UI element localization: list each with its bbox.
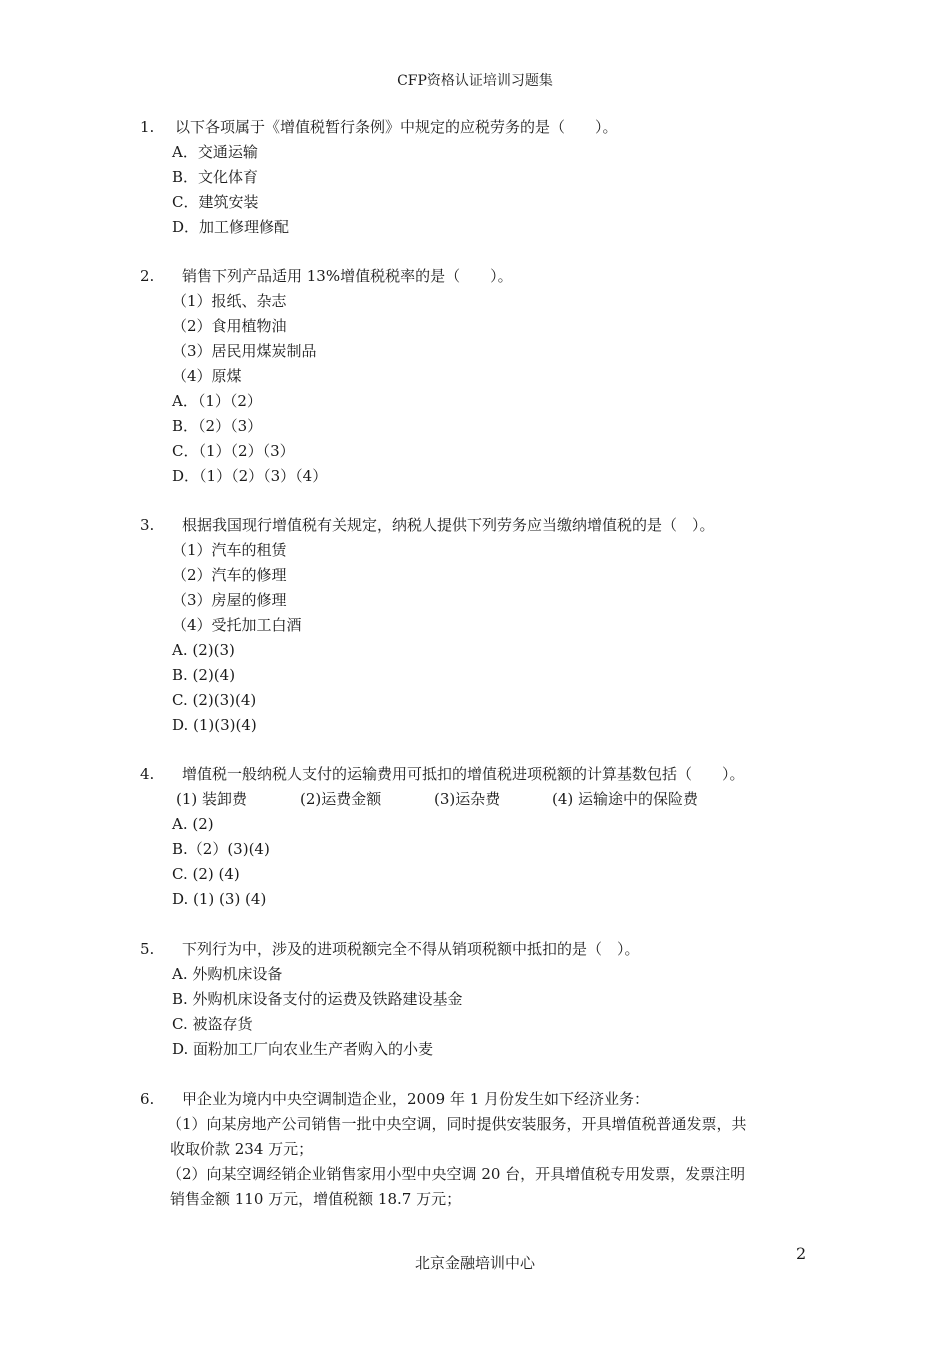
list-item: （1）报纸、杂志 xyxy=(172,292,287,310)
list-item: （2）食用植物油 xyxy=(172,317,287,335)
question-4 xyxy=(140,762,820,912)
question-number: 2. xyxy=(140,267,155,285)
option-a: A．交通运输 xyxy=(172,143,258,161)
option-c: C. (2) (4) xyxy=(172,865,240,883)
list-item: (1) 装卸费 xyxy=(176,790,248,808)
list-item: （3）居民用煤炭制品 xyxy=(172,342,317,360)
question-text: 下列行为中，涉及的进项税额完全不得从销项税额中抵扣的是（ ）。 xyxy=(182,940,640,958)
option-a: A．（1）（2） xyxy=(172,392,262,410)
option-c: C. (2)(3)(4) xyxy=(172,691,257,709)
question-text: 根据我国现行增值税有关规定，纳税人提供下列劳务应当缴纳增值税的是（ ）。 xyxy=(182,516,715,534)
list-item: (2)运费金额 xyxy=(300,790,382,808)
question-3 xyxy=(140,513,820,738)
question-number: 1. xyxy=(140,118,155,136)
option-c: C．（1）（2）（3） xyxy=(172,442,295,460)
option-b: B. 外购机床设备支付的运费及铁路建设基金 xyxy=(172,990,463,1008)
question-text: 销售下列产品适用 13%增值税税率的是（ ）。 xyxy=(182,267,513,285)
question-text: 增值税一般纳税人支付的运输费用可抵扣的增值税进项税额的计算基数包括（ ）。 xyxy=(182,765,745,783)
question-6 xyxy=(140,1087,820,1212)
inline-items xyxy=(140,787,820,812)
option-c: C. 被盗存货 xyxy=(172,1015,253,1033)
option-c: C．建筑安装 xyxy=(172,193,259,211)
option-a: A. (2)(3) xyxy=(172,641,235,659)
option-b: B．文化体育 xyxy=(172,168,259,186)
list-item: （1）汽车的租赁 xyxy=(172,541,287,559)
question-number: 4. xyxy=(140,765,155,783)
list-item: （3）房屋的修理 xyxy=(172,591,287,609)
option-d: D．（1）（2）（3）（4） xyxy=(172,467,328,485)
question-5 xyxy=(140,937,820,1062)
page-footer: 北京金融培训中心 xyxy=(414,1254,535,1272)
question-text: 甲企业为境内中央空调制造企业，2009 年 1 月份发生如下经济业务： xyxy=(182,1090,650,1108)
question-number: 6. xyxy=(140,1090,155,1108)
list-item: (3)运杂费 xyxy=(434,790,501,808)
question-2 xyxy=(140,264,820,489)
paragraph-1-first: （1）向某房地产公司销售一批中央空调，同时提供安装服务，开具增值税普通发票，共 xyxy=(167,1115,747,1133)
list-item: （4）原煤 xyxy=(172,367,242,385)
paragraph-1-cont: 收取价款 234 万元； xyxy=(170,1140,314,1158)
option-d: D. 面粉加工厂向农业生产者购入的小麦 xyxy=(172,1040,434,1058)
page-header: CFP资格认证培训习题集 xyxy=(397,73,553,89)
option-b: B．（2）（3） xyxy=(172,417,263,435)
option-a: A. (2) xyxy=(172,815,214,833)
question-1 xyxy=(140,115,820,240)
option-d: D. (1)(3)(4) xyxy=(172,716,257,734)
list-item: (4) 运输途中的保险费 xyxy=(552,790,699,808)
option-b: B.（2）(3)(4) xyxy=(172,840,270,858)
paragraph-2-cont: 销售金额 110 万元，增值税额 18.7 万元； xyxy=(170,1190,462,1208)
paragraph-2-first: （2）向某空调经销企业销售家用小型中央空调 20 台，开具增值税专用发票，发票注明 xyxy=(167,1165,746,1183)
question-text: 以下各项属于《增值税暂行条例》中规定的应税劳务的是（ ）。 xyxy=(175,118,618,136)
option-b: B. (2)(4) xyxy=(172,666,236,684)
question-number: 3. xyxy=(140,516,155,534)
page-number: 2 xyxy=(796,1244,807,1263)
list-item: （4）受托加工白酒 xyxy=(172,616,302,634)
question-number: 5. xyxy=(140,940,155,958)
option-a: A. 外购机床设备 xyxy=(172,965,283,983)
option-d: D．加工修理修配 xyxy=(172,218,290,236)
list-item: （2）汽车的修理 xyxy=(172,566,287,584)
option-d: D. (1) (3) (4) xyxy=(172,890,267,908)
